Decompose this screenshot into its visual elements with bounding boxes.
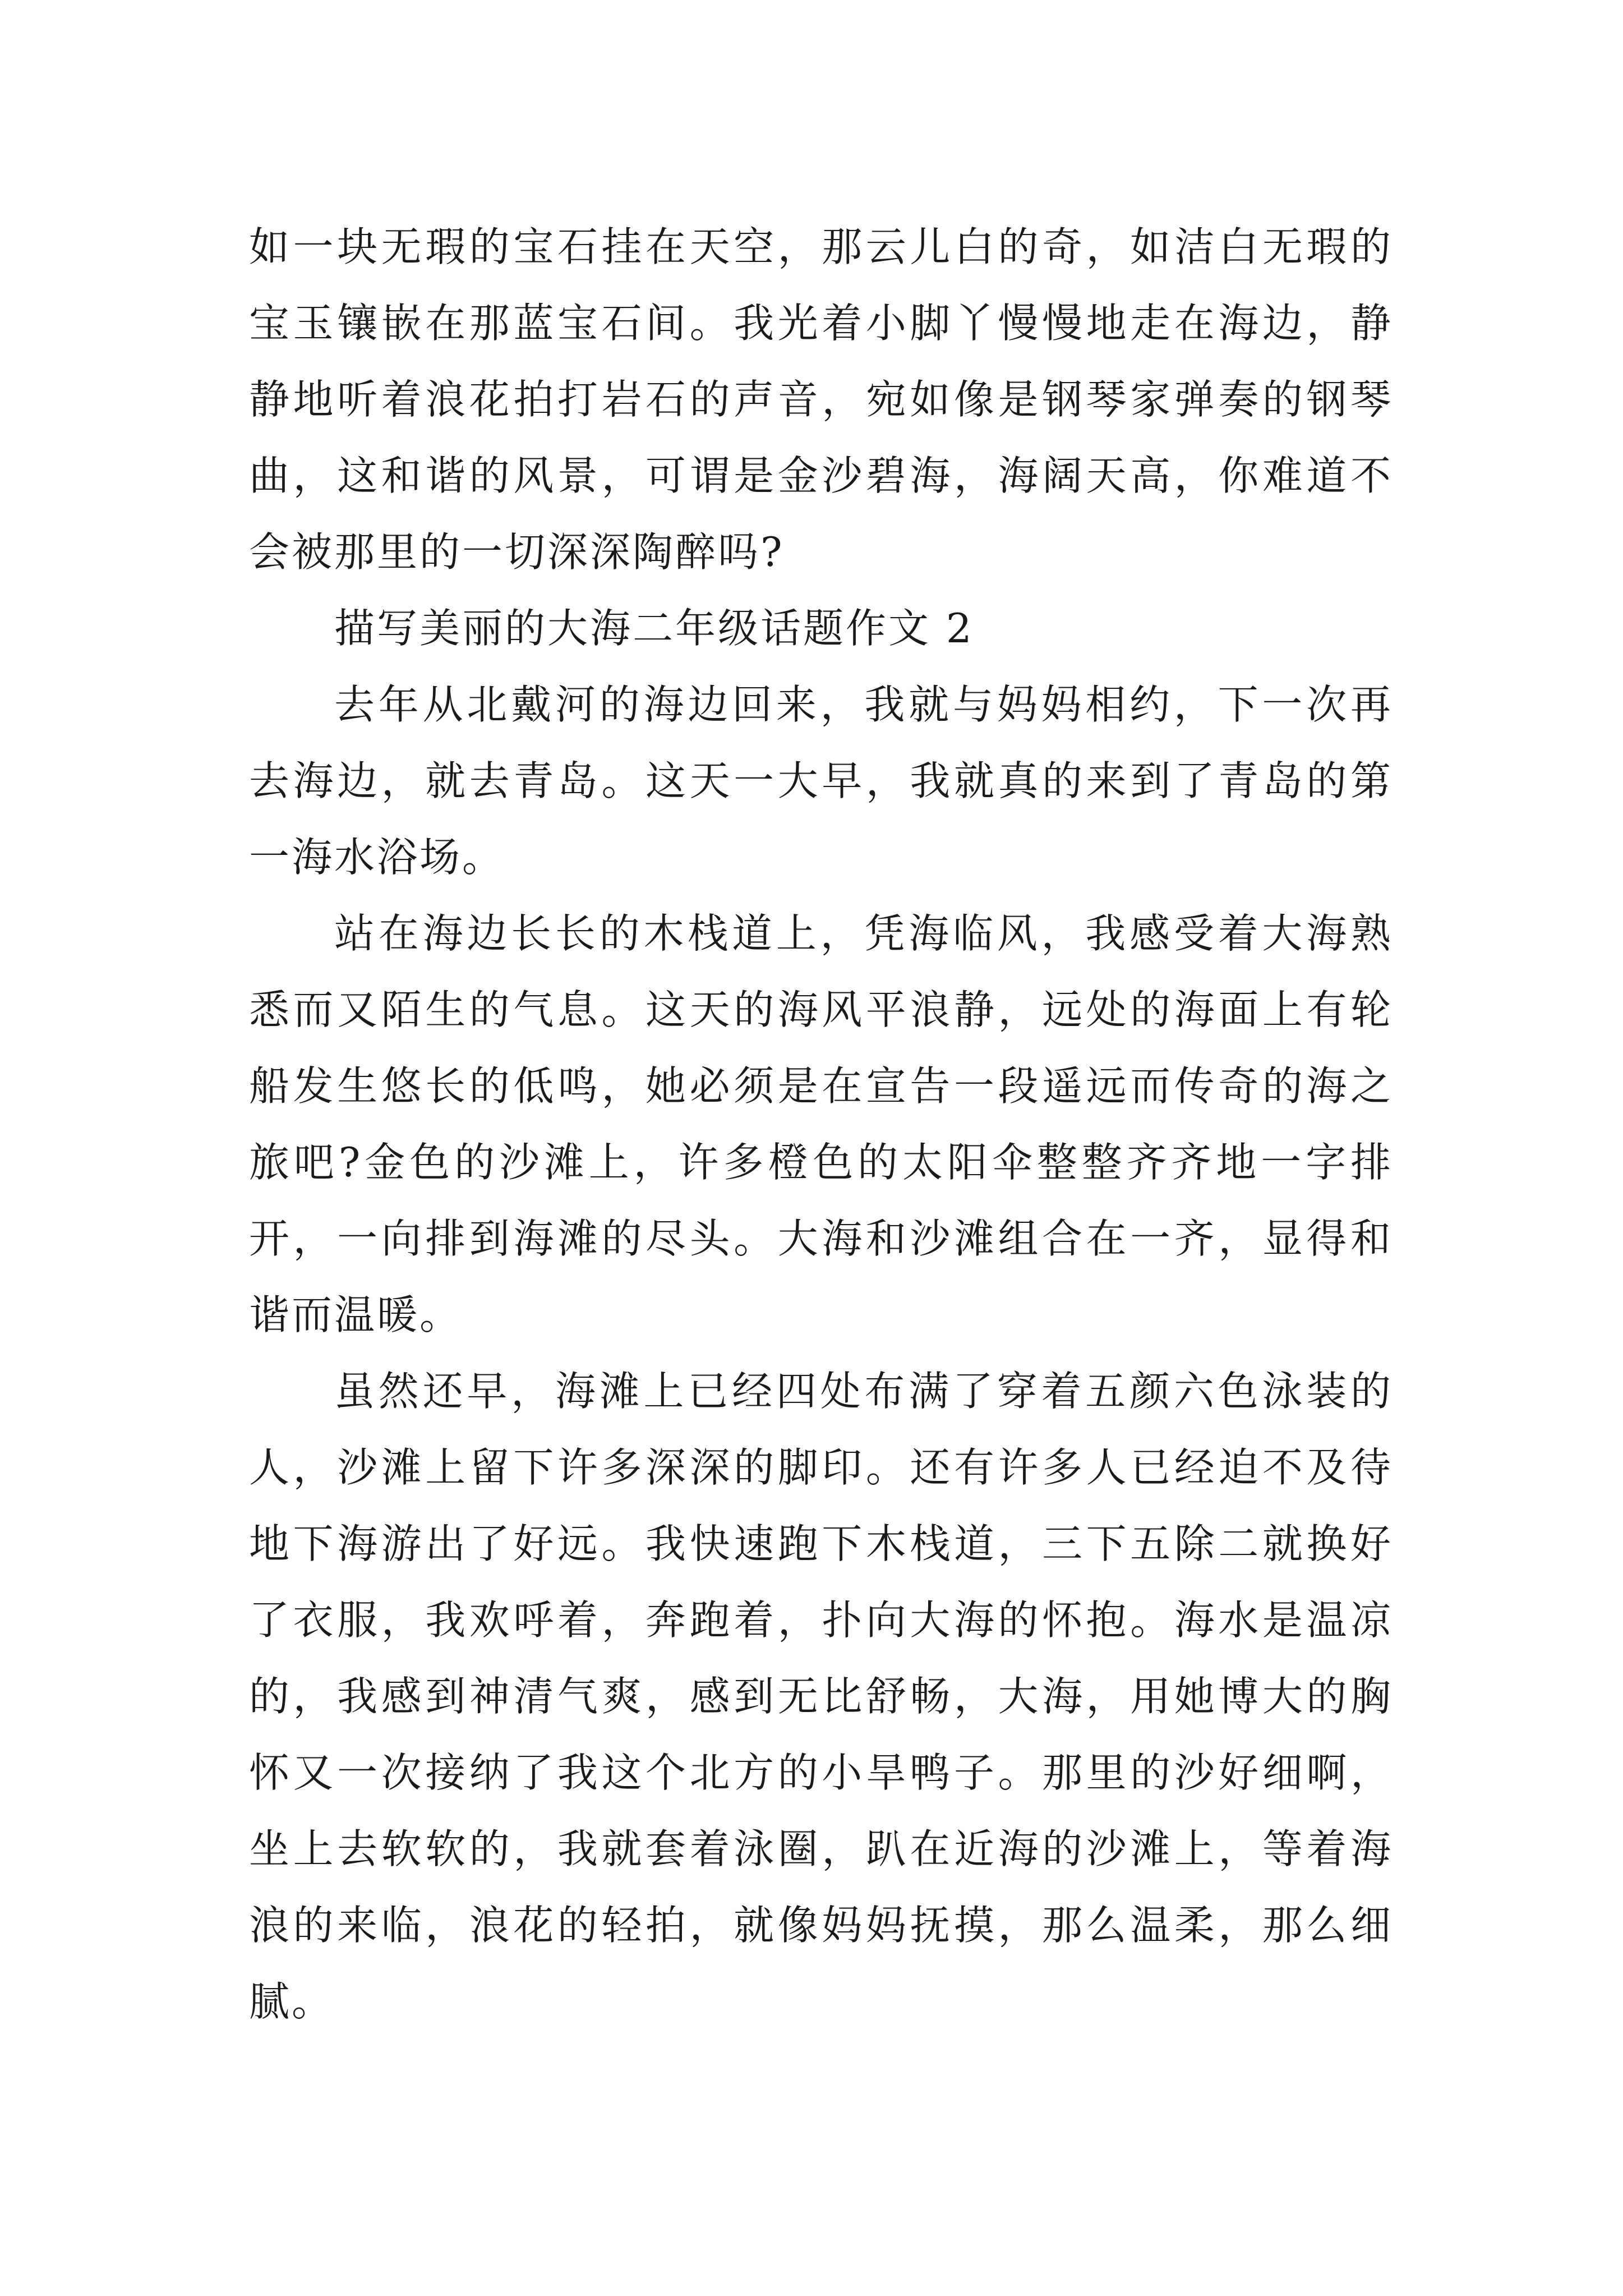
text-line: 如一块无瑕的宝石挂在天空，那云儿白的奇，如洁白无瑕的 <box>249 223 1393 270</box>
text-line: 去年从北戴河的海边回来，我就与妈妈相约，下一次再 <box>334 681 1393 728</box>
text-line: 悉而又陌生的气息。这天的海风平浪静，远处的海面上有轮 <box>249 986 1393 1033</box>
text-line: 怀又一次接纳了我这个北方的小旱鸭子。那里的沙好细啊， <box>249 1749 1393 1796</box>
text-line: 宝玉镶嵌在那蓝宝石间。我光着小脚丫慢慢地走在海边，静 <box>249 300 1393 347</box>
text-line: 浪的来临，浪花的轻拍，就像妈妈抚摸，那么温柔，那么细 <box>249 1902 1393 1949</box>
text-line: 人，沙滩上留下许多深深的脚印。还有许多人已经迫不及待 <box>249 1444 1393 1491</box>
text-line: 了衣服，我欢呼着，奔跑着，扑向大海的怀抱。海水是温凉 <box>249 1596 1393 1644</box>
text-line: 船发生悠长的低鸣，她必须是在宣告一段遥远而传奇的海之 <box>249 1062 1393 1110</box>
paragraph-3 <box>249 895 1393 1353</box>
paragraph-2 <box>249 666 1393 895</box>
text-line: 静地听着浪花拍打岩石的声音，宛如像是钢琴家弹奏的钢琴 <box>249 376 1393 423</box>
text-line: 站在海边长长的木栈道上，凭海临风，我感受着大海熟 <box>334 910 1393 957</box>
text-line: 坐上去软软的，我就套着泳圈，趴在近海的沙滩上，等着海 <box>249 1825 1393 1872</box>
text-line: 谐而温暖。 <box>249 1291 463 1338</box>
text-line: 地下海游出了好远。我快速跑下木栈道，三下五除二就换好 <box>249 1520 1393 1567</box>
text-line: 会被那里的一切深深陶醉吗? <box>249 528 785 576</box>
document-body <box>249 209 1393 2040</box>
essay-title: 描写美丽的大海二年级话题作文 2 <box>334 605 974 652</box>
text-line: 去海边，就去青岛。这天一大早，我就真的来到了青岛的第 <box>249 757 1393 804</box>
text-line: 腻。 <box>249 1978 335 2025</box>
text-line: 一海水浴场。 <box>249 834 505 881</box>
text-line: 开，一向排到海滩的尽头。大海和沙滩组合在一齐，显得和 <box>249 1215 1393 1262</box>
text-line: 旅吧?金色的沙滩上，许多橙色的太阳伞整整齐齐地一字排 <box>249 1139 1393 1186</box>
text-line: 的，我感到神清气爽，感到无比舒畅，大海，用她博大的胸 <box>249 1673 1393 1720</box>
text-line: 虽然还早，海滩上已经四处布满了穿着五颜六色泳装的 <box>334 1368 1393 1415</box>
paragraph-4 <box>249 1353 1393 2040</box>
paragraph-continuation <box>249 209 1393 590</box>
text-line: 曲，这和谐的风景，可谓是金沙碧海，海阔天高，你难道不 <box>249 452 1393 499</box>
